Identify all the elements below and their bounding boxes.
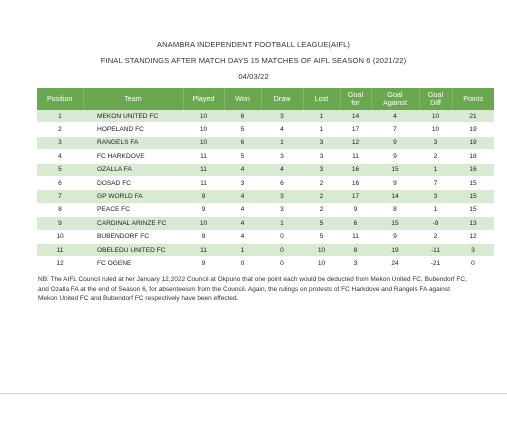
lost-cell: 5 (303, 217, 340, 230)
points-cell: 19 (452, 123, 494, 136)
points-cell: 3 (452, 243, 494, 256)
goal-diff-cell: 1 (419, 163, 452, 176)
goal-against-cell: 15 (371, 217, 419, 230)
league-title: ANAMBRA INDEPENDENT FOOTBALL LEAGUE(AIFL) (156, 40, 351, 49)
played-cell: 10 (183, 136, 224, 149)
goal-for-cell: 11 (340, 150, 371, 163)
won-cell: 5 (224, 150, 261, 163)
lost-cell: 3 (303, 163, 340, 176)
points-cell: 15 (452, 176, 494, 189)
col-draw: Draw (261, 88, 303, 110)
points-cell: 16 (452, 163, 494, 176)
lost-cell: 5 (303, 230, 340, 243)
won-cell: 0 (224, 257, 261, 270)
lost-cell: 10 (303, 243, 340, 256)
position-cell: 1 (37, 110, 83, 123)
team-cell: PEACE FC (83, 203, 183, 216)
position-cell: 5 (37, 163, 83, 176)
won-cell: 4 (224, 163, 261, 176)
goal-diff-cell: 3 (419, 136, 452, 149)
lost-cell: 3 (303, 136, 340, 149)
lost-cell: 2 (303, 176, 340, 189)
goal-for-cell: 9 (340, 203, 371, 216)
lost-cell: 2 (303, 190, 340, 203)
played-cell: 10 (183, 110, 224, 123)
standings-date: 04/03/22 (238, 72, 269, 81)
won-cell: 4 (224, 203, 261, 216)
table-row (37, 123, 494, 136)
goal-for-cell: 17 (340, 190, 371, 203)
col-position: Position (37, 88, 83, 110)
team-cell: HOPELAND FC (83, 123, 183, 136)
team-cell: OZALLA FA (83, 163, 183, 176)
position-cell: 2 (37, 123, 83, 136)
col-played: Played (183, 88, 224, 110)
goal-against-cell: 4 (371, 110, 419, 123)
position-cell: 8 (37, 203, 83, 216)
goal-diff-cell: 2 (419, 230, 452, 243)
played-cell: 9 (183, 257, 224, 270)
team-cell: MEKON UNITED FC (83, 110, 183, 123)
draw-cell: 0 (261, 257, 303, 270)
draw-cell: 4 (261, 163, 303, 176)
col-goal-for: Goal for (340, 88, 371, 110)
goal-for-cell: 8 (340, 243, 371, 256)
team-cell: OBELEDU UNITED FC (83, 243, 183, 256)
played-cell: 9 (183, 230, 224, 243)
played-cell: 10 (183, 123, 224, 136)
divider (0, 393, 507, 394)
won-cell: 4 (224, 230, 261, 243)
table-row (37, 136, 494, 149)
played-cell: 9 (183, 190, 224, 203)
position-cell: 11 (37, 243, 83, 256)
played-cell: 11 (183, 163, 224, 176)
standings-subtitle: FINAL STANDINGS AFTER MATCH DAYS 15 MATCHES OF AIFL SEASON 6 (2021/22) (100, 56, 407, 65)
draw-cell: 3 (261, 150, 303, 163)
table-row (37, 217, 494, 230)
played-cell: 11 (183, 243, 224, 256)
draw-cell: 1 (261, 136, 303, 149)
team-cell: FC OGENE (83, 257, 183, 270)
draw-cell: 3 (261, 110, 303, 123)
draw-cell: 3 (261, 190, 303, 203)
points-cell: 13 (452, 217, 494, 230)
table-row (37, 257, 494, 270)
goal-against-cell: 8 (371, 203, 419, 216)
goal-for-cell: 6 (340, 217, 371, 230)
draw-cell: 6 (261, 176, 303, 189)
goal-for-cell: 11 (340, 230, 371, 243)
col-won: Won (224, 88, 261, 110)
draw-cell: 3 (261, 203, 303, 216)
goal-diff-cell: 3 (419, 190, 452, 203)
position-cell: 9 (37, 217, 83, 230)
lost-cell: 1 (303, 110, 340, 123)
col-lost: Lost (303, 88, 340, 110)
team-cell: FC HARKDOVE (83, 150, 183, 163)
footnote: NB: The AIFL Council ruled at her January 12,2022 Council at Okpuno that one point each would be deducted from Mekon United FC, Bubendorf FC, and Ozalla FA at the end of Season 6, for absenteeism from the Council. Again, the rulings on protests of FC Harkdove and Rangels FA against Mekon United FC and Bubendorf FC respectively have been effected. (38, 276, 467, 303)
goal-diff-cell: 10 (419, 123, 452, 136)
goal-against-cell: 19 (371, 243, 419, 256)
goal-against-cell: 7 (371, 123, 419, 136)
points-cell: 18 (452, 150, 494, 163)
points-cell: 15 (452, 190, 494, 203)
played-cell: 9 (183, 203, 224, 216)
won-cell: 1 (224, 243, 261, 256)
goal-against-cell: 9 (371, 230, 419, 243)
won-cell: 5 (224, 123, 261, 136)
team-cell: DOSAD FC (83, 176, 183, 189)
goal-diff-cell: 1 (419, 203, 452, 216)
table-row (37, 163, 494, 176)
draw-cell: 1 (261, 217, 303, 230)
points-cell: 0 (452, 257, 494, 270)
points-cell: 12 (452, 230, 494, 243)
table-row (37, 176, 494, 189)
goal-for-cell: 16 (340, 163, 371, 176)
col-goal-against: Goal Against (371, 88, 419, 110)
position-cell: 3 (37, 136, 83, 149)
lost-cell: 10 (303, 257, 340, 270)
team-cell: RANGELS FA (83, 136, 183, 149)
lost-cell: 2 (303, 203, 340, 216)
won-cell: 3 (224, 176, 261, 189)
goal-against-cell: 15 (371, 163, 419, 176)
table-row (37, 150, 494, 163)
goal-for-cell: 12 (340, 136, 371, 149)
team-cell: CARDINAL ARINZE FC (83, 217, 183, 230)
draw-cell: 0 (261, 230, 303, 243)
position-cell: 12 (37, 257, 83, 270)
table-row (37, 190, 494, 203)
points-cell: 19 (452, 136, 494, 149)
draw-cell: 4 (261, 123, 303, 136)
won-cell: 4 (224, 190, 261, 203)
standings-table (37, 88, 494, 271)
goal-diff-cell: -9 (419, 217, 452, 230)
points-cell: 21 (452, 110, 494, 123)
points-cell: 15 (452, 203, 494, 216)
position-cell: 10 (37, 230, 83, 243)
won-cell: 4 (224, 217, 261, 230)
table-row (37, 243, 494, 256)
played-cell: 11 (183, 150, 224, 163)
col-goal-diff: Goal Diff (419, 88, 452, 110)
goal-for-cell: 16 (340, 176, 371, 189)
won-cell: 6 (224, 136, 261, 149)
table-header-row (37, 88, 494, 110)
lost-cell: 3 (303, 150, 340, 163)
goal-against-cell: 9 (371, 150, 419, 163)
col-team: Team (83, 88, 183, 110)
goal-against-cell: 9 (371, 176, 419, 189)
goal-against-cell: 24 (371, 257, 419, 270)
goal-for-cell: 3 (340, 257, 371, 270)
goal-for-cell: 14 (340, 110, 371, 123)
goal-against-cell: 9 (371, 136, 419, 149)
goal-against-cell: 14 (371, 190, 419, 203)
table-row (37, 230, 494, 243)
col-points: Points (452, 88, 494, 110)
position-cell: 4 (37, 150, 83, 163)
won-cell: 6 (224, 110, 261, 123)
goal-diff-cell: 7 (419, 176, 452, 189)
table-row (37, 203, 494, 216)
played-cell: 11 (183, 176, 224, 189)
table-row (37, 110, 494, 123)
goal-for-cell: 17 (340, 123, 371, 136)
goal-diff-cell: 2 (419, 150, 452, 163)
lost-cell: 1 (303, 123, 340, 136)
draw-cell: 0 (261, 243, 303, 256)
goal-diff-cell: -21 (419, 257, 452, 270)
goal-diff-cell: -11 (419, 243, 452, 256)
played-cell: 10 (183, 217, 224, 230)
position-cell: 7 (37, 190, 83, 203)
team-cell: BUBENDORF FC (83, 230, 183, 243)
team-cell: GP WORLD FA (83, 190, 183, 203)
position-cell: 6 (37, 176, 83, 189)
goal-diff-cell: 10 (419, 110, 452, 123)
